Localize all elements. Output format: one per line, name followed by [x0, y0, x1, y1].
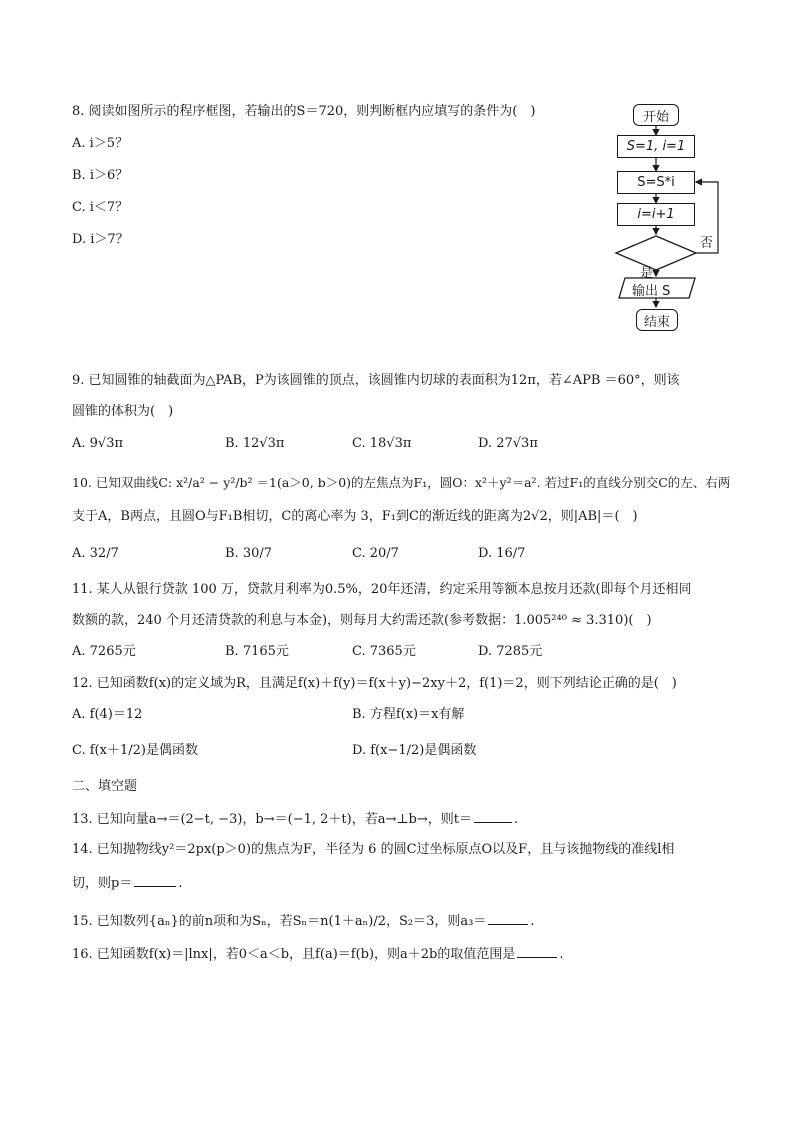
q12-stem: 12. 已知函数f(x)的定义域为R，且满足f(x)＋f(y)＝f(x＋y)−2xy＋2，f(1)＝2，则下列结论正确的是( ) — [72, 676, 677, 691]
q10-option-c: C. 20/7 — [352, 546, 399, 561]
flowchart-start: 开始 — [633, 104, 679, 126]
q11-option-a: A. 7265元 — [72, 644, 136, 659]
q8-stem: 8. 阅读如图所示的程序框图，若输出的S＝720，则判断框内应填写的条件为( ) — [72, 104, 536, 119]
q14-line2 — [72, 872, 182, 894]
q8-option-b: B. i＞6？ — [72, 168, 129, 183]
q12-option-c: C. f(x＋1/2)是偶函数 — [72, 743, 198, 758]
q9-option-b: B. 12√3π — [225, 436, 285, 451]
q15-stem: 15. 已知数列{aₙ}的前n项和为Sₙ，若Sₙ＝n(1＋aₙ)/2，S₂＝3，则a₃＝ — [72, 914, 487, 929]
q16-stem: 16. 已知函数f(x)＝|lnx|，若0＜a＜b，且f(a)＝f(b)，则a＋2b的取值范围是 — [72, 947, 516, 962]
q15-line — [72, 910, 534, 932]
q8-option-a: A. i＞5？ — [72, 136, 129, 151]
q9-option-d: D. 27√3π — [478, 436, 538, 451]
q9-stem-line1: 9. 已知圆锥的轴截面为△PAB，P为该圆锥的顶点，该圆锥内切球的表面积为12π，若∠APB ＝60°，则该 — [72, 373, 680, 388]
q16-answer-blank[interactable] — [517, 943, 557, 958]
q16-tail: . — [559, 947, 564, 962]
q11-option-b: B. 7165元 — [225, 644, 289, 659]
q10-stem-line1: 10. 已知双曲线C: x²/a² − y²/b² ＝1(a＞0, b＞0)的左焦点为F₁，圆O：x²＋y²＝a². 若过F₁的直线分别交C的左、右两 — [72, 475, 731, 490]
q10-stem-line2: 支于A，B两点，且圆O与F₁B相切，C的离心率为 3，F₁到C的渐近线的距离为2√2，则|AB|＝( ) — [72, 509, 638, 524]
q9-stem-line2: 圆锥的体积为( ) — [72, 404, 174, 419]
q11-option-d: D. 7285元 — [478, 644, 543, 659]
q14-answer-blank[interactable] — [134, 872, 176, 887]
q13-tail: . — [514, 812, 519, 827]
q15-answer-blank[interactable] — [488, 910, 528, 925]
q14-tail: . — [178, 876, 183, 891]
q11-stem-line2: 数额的款，240 个月还清贷款的利息与本金)，则每月大约需还款(参考数据：1.005²⁴⁰ ≈ 3.310)( ) — [72, 613, 652, 628]
q8-option-c: C. i＜7？ — [72, 200, 129, 215]
q13-stem: 13. 已知向量a→＝(2−t, −3)，b→＝(−1, 2＋t)，若a→⊥b→，则t＝ — [72, 812, 472, 827]
q10-option-b: B. 30/7 — [225, 546, 273, 561]
q12-option-d: D. f(x−1/2)是偶函数 — [352, 743, 477, 758]
q12-option-b: B. 方程f(x)＝x有解 — [352, 707, 465, 722]
q8-option-d: D. i＞7？ — [72, 232, 129, 247]
flowchart-no-label: 否 — [700, 236, 714, 251]
flowchart-yes-label: 是 — [640, 266, 654, 281]
q10-option-a: A. 32/7 — [72, 546, 119, 561]
flowchart-init: S=1, i=1 — [617, 135, 695, 158]
q15-tail: . — [530, 914, 535, 929]
flowchart-increment: i=i+1 — [617, 203, 695, 226]
flowchart-output: 输出 S — [632, 284, 671, 299]
flowchart-end: 结束 — [636, 309, 678, 331]
decision-diamond — [616, 236, 696, 270]
q14-stem-line2: 切，则p＝ — [72, 876, 133, 891]
q14-stem-line1: 14. 已知抛物线y²＝2px(p＞0)的焦点为F，半径为 6 的圆C过坐标原点O以及F，且与该抛物线的准线l相 — [72, 842, 675, 857]
q16-line — [72, 943, 564, 965]
q12-option-a: A. f(4)＝12 — [72, 707, 143, 722]
q9-option-c: C. 18√3π — [352, 436, 412, 451]
q11-option-c: C. 7365元 — [352, 644, 416, 659]
section-title-fill-blank: 二、填空题 — [72, 779, 138, 794]
q13-line — [72, 808, 518, 830]
q13-answer-blank[interactable] — [474, 808, 512, 823]
flowchart-multiply: S=S*i — [617, 171, 695, 194]
q9-option-a: A. 9√3π — [72, 436, 124, 451]
q10-option-d: D. 16/7 — [478, 546, 526, 561]
q11-stem-line1: 11. 某人从银行贷款 100 万，贷款月利率为0.5%，20年还清，约定采用等额本息按月还款(即每个月还相同 — [72, 582, 692, 597]
